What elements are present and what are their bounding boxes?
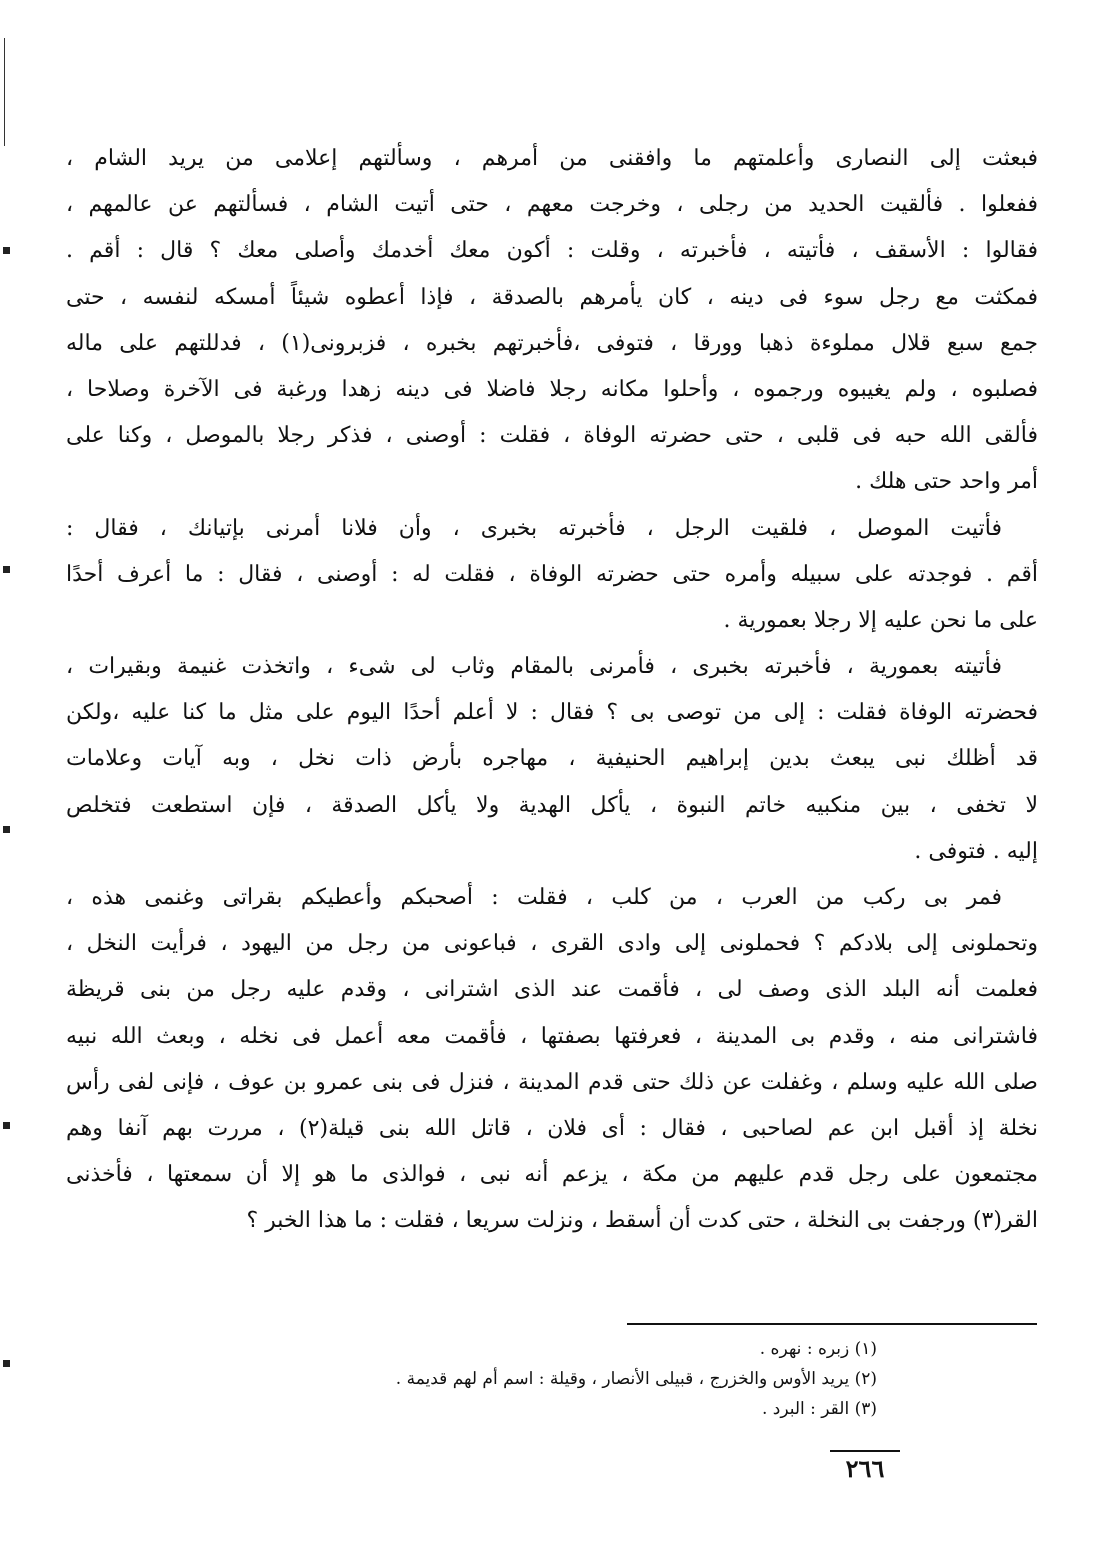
margin-mark xyxy=(3,1122,10,1129)
text-line: فحضرته الوفاة فقلت : إلى من توصى بى ؟ فقال : لا أعلم أحدًا اليوم على مثل ما كنا عليه ،ولكن xyxy=(66,700,1038,726)
margin-mark xyxy=(3,566,10,573)
footnote: (٣) القر : البرد . xyxy=(761,1399,877,1419)
text-line: فاشترانى منه ، وقدم بى المدينة ، فعرفتها بصفتها ، فأقمت معه أعمل فى نخله ، وبعث الله نبيه xyxy=(66,1023,1038,1049)
text-line: فأتيت الموصل ، فلقيت الرجل ، فأخبرته بخبرى ، وأن فلانا أمرنى بإتيانك ، فقال : xyxy=(66,515,1002,541)
text-line: فعلمت أنه البلد الذى وصف لى ، فأقمت عند الذى اشترانى ، وقدم عليه رجل من بنى قريظة xyxy=(66,977,1038,1003)
text-line: مجتمعون على رجل قدم عليهم من مكة ، يزعم أنه نبى ، فوالذى ما هو إلا أن سمعتها ، فأخذنى xyxy=(66,1162,1038,1188)
footnote: (١) زبره : نهره . xyxy=(759,1339,877,1359)
text-line: نخلة إذ أقبل ابن عم لصاحبى ، فقال : أى فلان ، قاتل الله بنى قيلة(٢) ، مررت بهم آنفا وهم xyxy=(66,1115,1038,1141)
page-edge-rule xyxy=(4,38,5,146)
paragraph xyxy=(66,506,1038,645)
footnote: (٢) يريد الأوس والخزرج ، قبيلى الأنصار ، وقيلة : اسم أم لهم قديمة . xyxy=(395,1369,877,1389)
text-line: جمع سبع قلال مملوءة ذهبا وورقا ، فتوفى ،فأخبرتهم بخبره ، فزبرونى(١) ، فدللتهم على ماله xyxy=(66,330,1038,356)
paragraph xyxy=(66,644,1038,875)
footnotes xyxy=(337,1334,1037,1424)
text-line: فقالوا : الأسقف ، فأتيته ، فأخبرته ، وقلت : أكون معك أخدمك وأصلى معك ؟ قال : أقم . xyxy=(66,238,1038,264)
footnote-separator xyxy=(627,1323,1037,1325)
paragraph xyxy=(66,136,1038,506)
text-line: قد أظلك نبى يبعث بدين إبراهيم الحنيفية ، مهاجره بأرض ذات نخل ، وبه آيات وعلامات xyxy=(66,746,1038,772)
text-line: القر(٣) ورجفت بى النخلة ، حتى كدت أن أسقط ، ونزلت سريعا ، فقلت : ما هذا الخبر ؟ xyxy=(246,1208,1038,1234)
text-line: لا تخفى ، بين منكبيه خاتم النبوة ، يأكل الهدية ولا يأكل الصدقة ، فإن استطعت فتخلص xyxy=(66,792,1038,818)
text-line: على ما نحن عليه إلا رجلا بعمورية . xyxy=(723,607,1038,633)
text-line: وتحملونى إلى بلادكم ؟ فحملونى إلى وادى القرى ، فباعونى من رجل من اليهود ، فرأيت النخل ، xyxy=(66,931,1038,957)
text-line: فألقى الله حبه فى قلبى ، حتى حضرته الوفاة ، فقلت : أوصنى ، فذكر رجلا بالموصل ، وكنا على xyxy=(66,423,1038,449)
text-line: فمكثت مع رجل سوء فى دينه ، كان يأمرهم بالصدقة ، فإذا أعطوه شيئاً أمسكه لنفسه ، حتى xyxy=(66,284,1038,310)
paragraph xyxy=(66,875,1038,1245)
text-line: فبعثت إلى النصارى وأعلمتهم ما وافقنى من أمرهم ، وسألتهم إعلامى من يريد الشام ، xyxy=(66,146,1038,171)
text-line: صلى الله عليه وسلم ، وغفلت عن ذلك حتى قدم المدينة ، فنزل فى بنى عمرو بن عوف ، فإنى لفى رأس xyxy=(66,1069,1038,1095)
margin-mark xyxy=(3,1360,10,1367)
text-line: أقم . فوجدته على سبيله وأمره حتى حضرته الوفاة ، فقلت له : أوصنى ، فقال : ما أعرف أحدًا xyxy=(66,561,1038,587)
text-line: فأتيته بعمورية ، فأخبرته بخبرى ، فأمرنى بالمقام وثاب لى شىء ، واتخذت غنيمة وبقيرات ، xyxy=(66,654,1002,680)
text-line: فصلبوه ، ولم يغيبوه ورجموه ، وأحلوا مكانه رجلا فاضلا فى دينه زهدا ورغبة فى الآخرة وصلاحا ، xyxy=(66,376,1038,402)
text-line: فمر بى ركب من العرب ، من كلب ، فقلت : أصحبكم وأعطيكم بقراتى وغنمى هذه ، xyxy=(66,885,1002,910)
margin-mark xyxy=(3,247,10,254)
text-line: إليه . فتوفى . xyxy=(914,838,1038,864)
text-line: أمر واحد حتى هلك . xyxy=(855,469,1038,495)
text-line: ففعلوا . فألقيت الحديد من رجلى ، وخرجت معهم ، حتى أتيت الشام ، فسألتهم عن عالمهم ، xyxy=(66,192,1038,218)
margin-mark xyxy=(3,826,10,833)
main-text xyxy=(66,136,1038,1245)
page-number: ٢٦٦ xyxy=(830,1450,900,1483)
